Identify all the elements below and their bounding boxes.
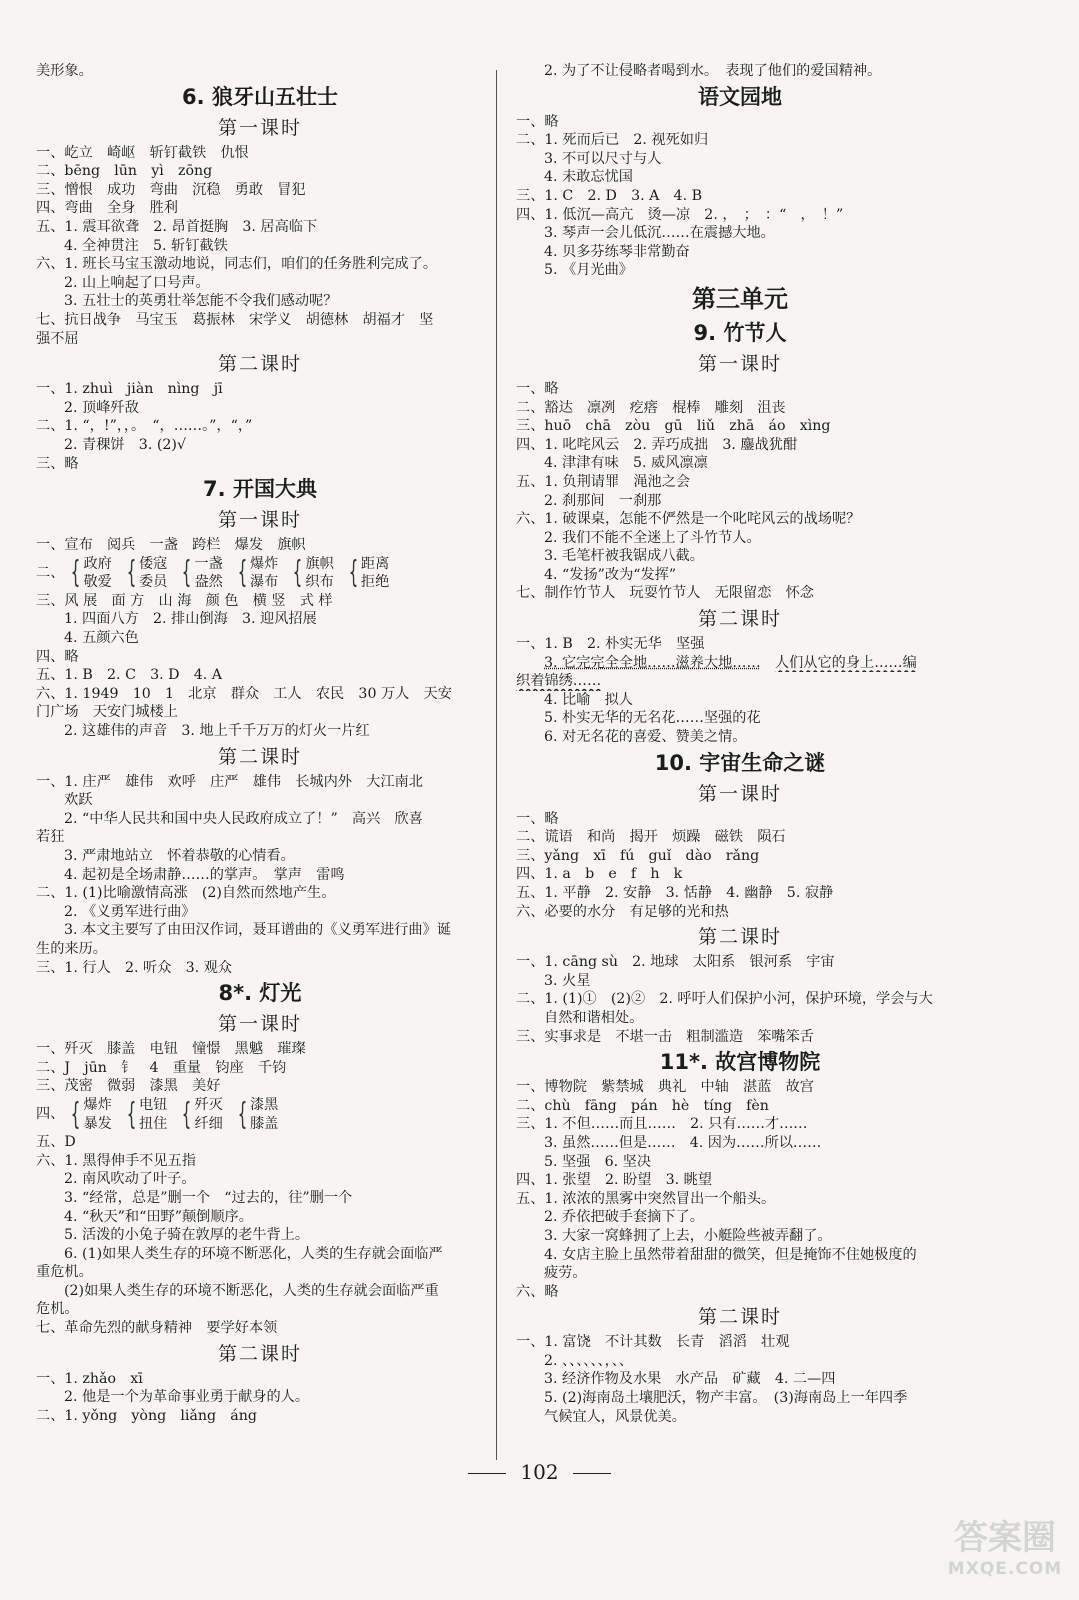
answer-line: 六、1. 班长马宝玉激动地说，同志们，咱们的任务胜利完成了。 [36, 256, 438, 273]
dash [573, 1473, 611, 1474]
answer-line: 2. 、、、、、、，、、 [544, 1352, 633, 1369]
answer-line: 门广场 天安门城楼上 [36, 704, 178, 721]
section-title: 第一课时 [217, 509, 302, 532]
answer-line: 若狂 [36, 829, 65, 846]
answer-line: 6. 对无名花的喜爱、赞美之情。 [544, 729, 747, 746]
dotted-underline-text: 3. 它完完全全地……滋养大地…… [544, 654, 761, 671]
word: 一盏 [194, 555, 223, 572]
answer-line: 3. 火星 [544, 972, 591, 989]
brace-icon: { [71, 1096, 81, 1132]
section-title: 第一课时 [697, 782, 782, 805]
watermark-url: MXQE.COM [947, 1559, 1063, 1579]
answer-line: 危机。 [36, 1301, 79, 1318]
answer-line: 二、谎语 和尚 揭开 烦躁 磁铁 陨石 [516, 829, 786, 846]
answer-line: 一、略 [516, 810, 559, 827]
answer-line: 5. 活泼的小兔子骑在敦厚的老牛背上。 [64, 1227, 310, 1244]
brace-icon: { [182, 1096, 192, 1132]
brace-group [177, 555, 222, 592]
answer-line: 二、J jūn 钅 4 重量 钧座 千钧 [36, 1059, 287, 1076]
item-label: 四、 [36, 1106, 65, 1123]
answer-line: 3. 虽然……但是…… 4. 因为……所以…… [544, 1134, 822, 1151]
lesson-title: 6. 狼牙山五壮士 [182, 84, 338, 109]
answer-line: 强不屈 [36, 330, 79, 347]
brace-group [288, 555, 333, 592]
answer-line: 四、1. 叱咤风云 2. 弄巧成拙 3. 鏖战犹酣 [516, 436, 798, 453]
word: 委员 [138, 574, 168, 591]
word: 距离 [360, 555, 390, 572]
item-label: 二、 [36, 564, 65, 581]
answer-line: 气候宜人，风景优美。 [544, 1408, 686, 1425]
lesson-title: 9. 竹节人 [693, 320, 787, 345]
answer-line: 2. 山上响起了口号声。 [64, 274, 210, 291]
answer-line: 三、1. 不但……而且…… 2. 只有……才…… [516, 1116, 808, 1133]
word: 电钮 [138, 1096, 168, 1113]
answer-line: 4. 五颜六色 [64, 630, 139, 647]
dash [468, 1473, 506, 1474]
answer-line: 疲劳。 [544, 1265, 587, 1282]
answer-line: 3. 不可以尺寸与人 [544, 150, 662, 167]
answer-line: 4. 贝多芬练琴非常勤奋 [544, 243, 690, 260]
answer-line: 六、必要的水分 有足够的光和热 [516, 903, 729, 920]
answer-line: 2. 乔依把破手套摘下了。 [544, 1209, 704, 1226]
word: 拒绝 [360, 574, 390, 591]
text-line: 美形象。 [36, 63, 93, 79]
answer-line: (2)如果人类生存的环境不断恶化，人类的生存就会面临严重 [64, 1282, 439, 1299]
answer-line: 五、1. 平静 2. 安静 3. 恬静 4. 幽静 5. 寂静 [516, 885, 834, 901]
word: 歼灭 [194, 1096, 223, 1113]
word: 爆炸 [83, 1096, 112, 1113]
answer-line: 2. 我们不能不全迷上了斗竹节人。 [544, 529, 761, 546]
answer-line: 5. 朴实无华的无名花……坚强的花 [544, 710, 761, 727]
section-title: 第二课时 [697, 1306, 782, 1329]
answer-line: 3. 琴声一会儿低沉……在震撼大地。 [544, 225, 775, 242]
word: 盎然 [194, 574, 223, 591]
brace-icon: { [348, 555, 359, 591]
answer-line: 2. 青稞饼 3. (2)√ [64, 436, 186, 453]
answer-line: 2. 这雄伟的声音 3. 地上千千万万的灯火一片红 [64, 723, 370, 740]
answer-line: 一、1. 富饶 不计其数 长青 滔滔 壮观 [516, 1334, 790, 1351]
answer-line: 三、茂密 微弱 漆黑 美好 [36, 1078, 221, 1095]
answer-line: 四、1. 张望 2. 盼望 3. 眺望 [516, 1172, 713, 1189]
section-title: 第二课时 [697, 926, 782, 949]
answer-line: 三、huō chā zòu gū liǔ zhā áo xìng [516, 418, 831, 435]
lesson-title: 7. 开国大典 [203, 477, 317, 502]
word: 织布 [305, 574, 334, 591]
answer-line: 2. 他是一个为革命事业勇于献身的人。 [64, 1389, 310, 1406]
answer-line: 一、1. 庄严 雄伟 欢呼 庄严 雄伟 长城内外 大江南北 [36, 773, 423, 790]
brace-icon: { [293, 555, 303, 591]
answer-line: 5. 《月光曲》 [544, 262, 633, 279]
watermark-text: 答案圈 [954, 1518, 1056, 1558]
brace-icon: { [237, 1096, 248, 1132]
answer-line: 一、宣布 阅兵 一盏 跨栏 爆发 旗帜 [36, 537, 306, 554]
answer-line: 5. (2)海南岛土壤肥沃，物产丰富。 (3)海南岛上一年四季 [544, 1390, 908, 1407]
word: 膝盖 [249, 1115, 279, 1132]
brace-group [177, 1096, 222, 1133]
brace-group [233, 1096, 278, 1133]
brace-group-row [36, 555, 484, 592]
answer-line: 一、屹立 崎岖 斩钉截铁 仇恨 [36, 144, 249, 161]
answer-line: 七、抗日战争 马宝玉 葛振林 宋学义 胡德林 胡福才 坚 [36, 311, 434, 328]
brace-group [66, 555, 111, 592]
answer-line: 欢跃 [64, 792, 93, 809]
answer-line: 3. “经常，总是”删一个 “过去的，往”删一个 [64, 1189, 353, 1206]
answer-line [516, 672, 964, 691]
left-column [36, 62, 484, 1425]
answer-line: 一、博物院 紫禁城 典礼 中轴 湛蓝 故宫 [516, 1079, 814, 1096]
answer-line: 三、略 [36, 455, 79, 472]
answer-line: 3. 毛笔杆被我锯成八截。 [544, 548, 704, 565]
answer-line: 二、bēng lūn yì zōng [36, 163, 213, 180]
lesson-title: 8*. 灯光 [218, 981, 302, 1006]
answer-line: 二、1. (1)① (2)② 2. 呼吁人们保护小河，保护环境，学会与大 [516, 991, 933, 1008]
answer-line: 五、1. 浓浓的黑雾中突然冒出一个船头。 [516, 1190, 776, 1207]
answer-line: 四、略 [36, 648, 79, 665]
answer-line: 生的来历。 [36, 940, 107, 957]
answer-line: 一、1. cāng sù 2. 地球 太阳系 银河系 宇宙 [516, 954, 835, 971]
answer-line: 4. 起初是全场肃静……的掌声。 掌声 雷鸣 [64, 866, 345, 883]
answer-line: 三、憎恨 成功 弯曲 沉稳 勇敢 冒犯 [36, 181, 306, 198]
brace-group [122, 1096, 167, 1133]
answer-line: 七、制作竹节人 玩耍竹节人 无限留恋 怀念 [516, 585, 814, 602]
word: 倭寇 [138, 555, 168, 572]
brace-icon: { [182, 555, 192, 591]
answer-line: 六、1. 黑得伸手不见五指 [36, 1152, 196, 1169]
answer-line: 二、1. (1)比喻激情高涨 (2)自然而然地产生。 [36, 885, 336, 902]
answer-line: 六、略 [516, 1283, 559, 1300]
answer-line: 3. 严肃地站立 怀着恭敬的心情看。 [64, 848, 295, 864]
answer-line: 4. 未敢忘忧国 [544, 169, 633, 186]
answer-line: 三、1. C 2. D 3. A 4. B [516, 187, 703, 204]
answer-line: 4. 比喻 拟人 [544, 691, 633, 708]
brace-icon: { [126, 1096, 137, 1132]
answer-line: 一、1. zhǎo xī [36, 1370, 143, 1387]
watermark-logo [945, 1518, 1065, 1590]
answer-line: 五、1. 震耳欲聋 2. 昂首挺胸 3. 居高临下 [36, 218, 318, 235]
brace-group [233, 555, 278, 592]
section-title: 第二课时 [217, 353, 302, 376]
answer-line: 4. 津津有味 5. 威风凛凛 [544, 455, 708, 472]
answer-line: 4. “秋天”和“田野”颠倒顺序。 [64, 1208, 253, 1225]
word: 扭住 [138, 1115, 168, 1132]
answer-line: 六、1. 破课桌，怎能不俨然是一个叱咤风云的战场呢？ [516, 511, 861, 528]
answer-line [516, 654, 964, 673]
word: 爆炸 [249, 555, 279, 572]
brace-group-row [36, 1096, 484, 1133]
lesson-title: 语文园地 [698, 84, 782, 109]
answer-line: 二、豁达 凛冽 疙瘩 棍棒 雕刻 沮丧 [516, 399, 786, 416]
section-title: 第二课时 [697, 608, 782, 631]
word: 旗帜 [305, 555, 334, 572]
answer-line: 七、革命先烈的献身精神 要学好本领 [36, 1320, 278, 1337]
answer-line: 2. “中华人民共和国中央人民政府成立了！” 高兴 欣喜 [64, 810, 423, 827]
answer-line: 五、1. 负荆请罪 渑池之会 [516, 473, 691, 490]
answer-line: 一、1. zhuì jiàn nìng jī [36, 381, 223, 398]
answer-line: 2. 为了不让侵略者喝到水。 表现了他们的爱国精神。 [544, 63, 882, 79]
brace-icon: { [126, 555, 137, 591]
brace-group [66, 1096, 111, 1133]
answer-line: 五、D [36, 1134, 76, 1151]
answer-line: 2. 南风吹动了叶子。 [64, 1171, 196, 1188]
section-title: 第二课时 [217, 1342, 302, 1365]
column-divider [496, 70, 497, 1460]
word: 漆黑 [249, 1096, 279, 1113]
answer-line: 4. “发扬”改为“发挥” [544, 566, 677, 583]
answer-line: 三、实事求是 不堪一击 粗制滥造 笨嘴笨舌 [516, 1028, 814, 1045]
answer-line: 3. 五壮士的英勇壮举怎能不令我们感动呢？ [64, 293, 338, 310]
wavy-underline-text: 人们从它的身上……编 [774, 654, 917, 671]
word: 暴发 [83, 1115, 112, 1132]
answer-line: 2. 刹那间 一刹那 [544, 492, 662, 509]
word: 敬爱 [83, 574, 112, 591]
answer-line: 3. 经济作物及水果 水产品 矿藏 4. 二—四 [544, 1371, 836, 1388]
answer-line: 一、略 [516, 380, 559, 397]
answer-line: 一、歼灭 膝盖 电钮 憧憬 黑魆 璀璨 [36, 1041, 306, 1058]
answer-line: 二、1. 死而后已 2. 视死如归 [516, 132, 709, 149]
page-number [0, 1460, 1079, 1484]
unit-title: 第三单元 [692, 284, 788, 313]
answer-line: 五、1. B 2. C 3. D 4. A [36, 667, 223, 684]
answer-line: 3. 本文主要写了由田汉作词，聂耳谱曲的《义勇军进行曲》诞 [64, 922, 451, 939]
answer-line: 4. 全神贯注 5. 斩钉截铁 [64, 237, 228, 254]
answer-line: 一、1. B 2. 朴实无华 坚强 [516, 636, 705, 653]
word: 纤细 [194, 1115, 223, 1132]
answer-line: 二、1. “，!”，，。 “，……。”，“，” [36, 418, 253, 435]
answer-line: 三、yǎng xī fú guǐ dào rǎng [516, 847, 760, 864]
section-title: 第二课时 [217, 745, 302, 768]
answer-line: 4. 女店主脸上虽然带着甜甜的微笑，但是掩饰不住她极度的 [544, 1246, 917, 1263]
section-title: 第一课时 [697, 352, 782, 375]
answer-line: 3. 大家一窝蜂拥了上去，小艇险些被弄翻了。 [544, 1227, 832, 1244]
answer-line: 一、略 [516, 113, 559, 130]
answer-line: 5. 坚强 6. 坚决 [544, 1153, 652, 1170]
word: 瀑布 [249, 574, 279, 591]
answer-line: 重危机。 [36, 1264, 93, 1281]
answer-line: 2. 顶峰歼敌 [64, 399, 139, 416]
wavy-underline-text: 织着锦绣…… [516, 673, 602, 690]
answer-line: 六、1. 1949 10 1 北京 群众 工人 农民 30 万人 天安 [36, 685, 452, 702]
answer-line: 6. (1)如果人类生存的环境不断恶化，人类的生存就会面临严 [64, 1245, 443, 1262]
brace-group [122, 555, 167, 592]
brace-icon: { [71, 555, 81, 591]
answer-line: 三、风 展 面 方 山 海 颜 色 横 竖 式 样 [36, 592, 333, 609]
word: 政府 [83, 555, 112, 572]
answer-line: 四、1. 低沉—高亢 烫—凉 2. ， ； ：“ ， ！” [516, 206, 844, 223]
lesson-title: 11*. 故宫博物院 [659, 1050, 821, 1075]
lesson-title: 10. 宇宙生命之谜 [654, 750, 826, 775]
brace-icon: { [237, 555, 248, 591]
section-title: 第一课时 [217, 1013, 302, 1036]
answer-line: 1. 四面八方 2. 排山倒海 3. 迎风招展 [64, 611, 317, 628]
answer-line: 二、chù fāng pán hè tíng fèn [516, 1097, 769, 1114]
answer-line: 四、1. a b e f h k [516, 866, 683, 883]
answer-line: 2. 《义勇军进行曲》 [64, 903, 196, 920]
brace-group [344, 555, 389, 592]
answer-line: 二、1. yǒng yòng liǎng áng [36, 1407, 257, 1424]
answer-line: 四、弯曲 全身 胜利 [36, 200, 178, 217]
page-number-text: 102 [520, 1460, 559, 1484]
answer-line: 自然和谐相处。 [544, 1009, 644, 1026]
right-column [516, 62, 964, 1426]
answer-line: 三、1. 行人 2. 听众 3. 观众 [36, 959, 233, 976]
section-title: 第一课时 [217, 116, 302, 139]
